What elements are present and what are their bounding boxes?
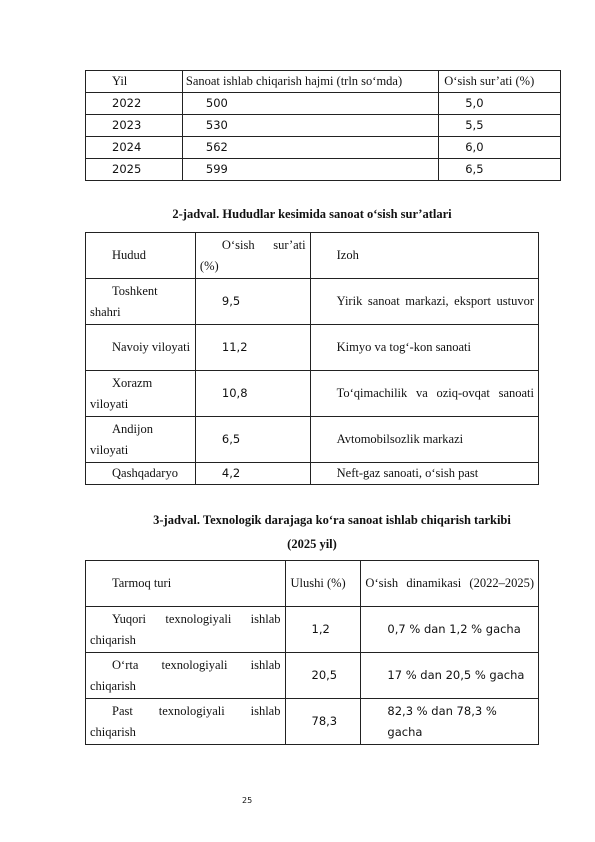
region-cell: [86, 279, 196, 325]
header-cell-growth: O‘sish sur’ati (%): [439, 71, 561, 93]
share-cell: 78,3: [285, 699, 361, 745]
header-cell-note: Izoh: [310, 233, 538, 279]
growth-cell: 10,8: [195, 371, 310, 417]
region-cell: [86, 325, 196, 371]
header-growth-text: O‘sish sur’ati (%): [199, 237, 306, 273]
volume-cell: 562: [182, 137, 438, 159]
table3-caption-line2: (2025 yil): [287, 537, 337, 551]
table-row: [86, 93, 561, 115]
table-row: [86, 325, 539, 371]
table-row: [86, 653, 539, 699]
sector-text: O‘rta texnologiyali ishlab chiqarish: [90, 657, 281, 693]
growth-cell: 6,5: [439, 159, 561, 181]
growth-cell: 5,0: [439, 93, 561, 115]
table-row: [86, 463, 539, 485]
sector-text: Past texnologiyali ishlab chiqarish: [90, 703, 281, 739]
region-cell: Qashqadaryo: [86, 463, 196, 485]
note-cell: Kimyo va tog‘-kon sanoati: [310, 325, 538, 371]
region-name: Toshkent shahri: [90, 283, 158, 319]
year-cell: 2022: [86, 93, 183, 115]
sector-text: Yuqori texnologiyali ishlab chiqarish: [90, 611, 281, 647]
table3-caption-line1: 3-jadval. Texnologik darajaga ko‘ra sanoat ishlab chiqarish tarkibi: [153, 513, 511, 527]
volume-cell: 530: [182, 115, 438, 137]
note-cell: Neft-gaz sanoati, o‘sish past: [310, 463, 538, 485]
page-number: 25: [242, 796, 253, 805]
table-row: [86, 137, 561, 159]
header-cell-dynamics: [361, 561, 539, 607]
growth-cell: 9,5: [195, 279, 310, 325]
growth-cell: 6,0: [439, 137, 561, 159]
table-row: [86, 159, 561, 181]
region-name: Andijon viloyati: [90, 421, 153, 457]
table2-caption: 2-jadval. Hududlar kesimida sanoat o‘sish sur’atlari: [172, 207, 452, 221]
growth-cell: 11,2: [195, 325, 310, 371]
header-cell-region: Hudud: [86, 233, 196, 279]
year-cell: 2024: [86, 137, 183, 159]
region-cell: [86, 417, 196, 463]
header-cell-growth: [195, 233, 310, 279]
share-cell: 20,5: [285, 653, 361, 699]
header-cell-share: Ulushi (%): [285, 561, 361, 607]
table-header-row: [86, 561, 539, 607]
header-dynamics-text: O‘sish dinamikasi (2022–2025): [365, 576, 534, 590]
table-row: [86, 279, 539, 325]
dynamics-cell: 17 % dan 20,5 % gacha: [361, 653, 539, 699]
table-production-volume: [85, 70, 561, 181]
note-cell: Avtomobilsozlik markazi: [310, 417, 538, 463]
table-header-row: [86, 233, 539, 279]
dynamics-cell: 82,3 % dan 78,3 % gacha: [361, 699, 539, 745]
share-cell: 1,2: [285, 607, 361, 653]
region-cell: [86, 371, 196, 417]
year-cell: 2025: [86, 159, 183, 181]
region-name: Navoiy viloyati: [112, 340, 191, 354]
sector-cell: [86, 607, 286, 653]
note-text: Yirik sanoat markazi, eksport ustuvor: [336, 294, 534, 308]
growth-cell: 5,5: [439, 115, 561, 137]
note-text: To‘qimachilik va oziq-ovqat sanoati: [336, 386, 534, 400]
growth-cell: 4,2: [195, 463, 310, 485]
sector-cell: [86, 699, 286, 745]
table-tech-level-structure: [85, 560, 539, 745]
growth-cell: 6,5: [195, 417, 310, 463]
note-cell: [310, 371, 538, 417]
table-row: [86, 417, 539, 463]
dynamics-cell: 0,7 % dan 1,2 % gacha: [361, 607, 539, 653]
table-regional-growth: [85, 232, 539, 485]
table-row: [86, 699, 539, 745]
header-cell-sector: Tarmoq turi: [86, 561, 286, 607]
volume-cell: 500: [182, 93, 438, 115]
volume-cell: 599: [182, 159, 438, 181]
note-cell: [310, 279, 538, 325]
table-row: [86, 115, 561, 137]
header-cell-volume: Sanoat ishlab chiqarish hajmi (trln so‘mda): [182, 71, 438, 93]
table-row: [86, 371, 539, 417]
sector-cell: [86, 653, 286, 699]
region-name: Xorazm viloyati: [90, 375, 153, 411]
header-cell-year: Yil: [86, 71, 183, 93]
table-row: [86, 607, 539, 653]
table-header-row: [86, 71, 561, 93]
year-cell: 2023: [86, 115, 183, 137]
